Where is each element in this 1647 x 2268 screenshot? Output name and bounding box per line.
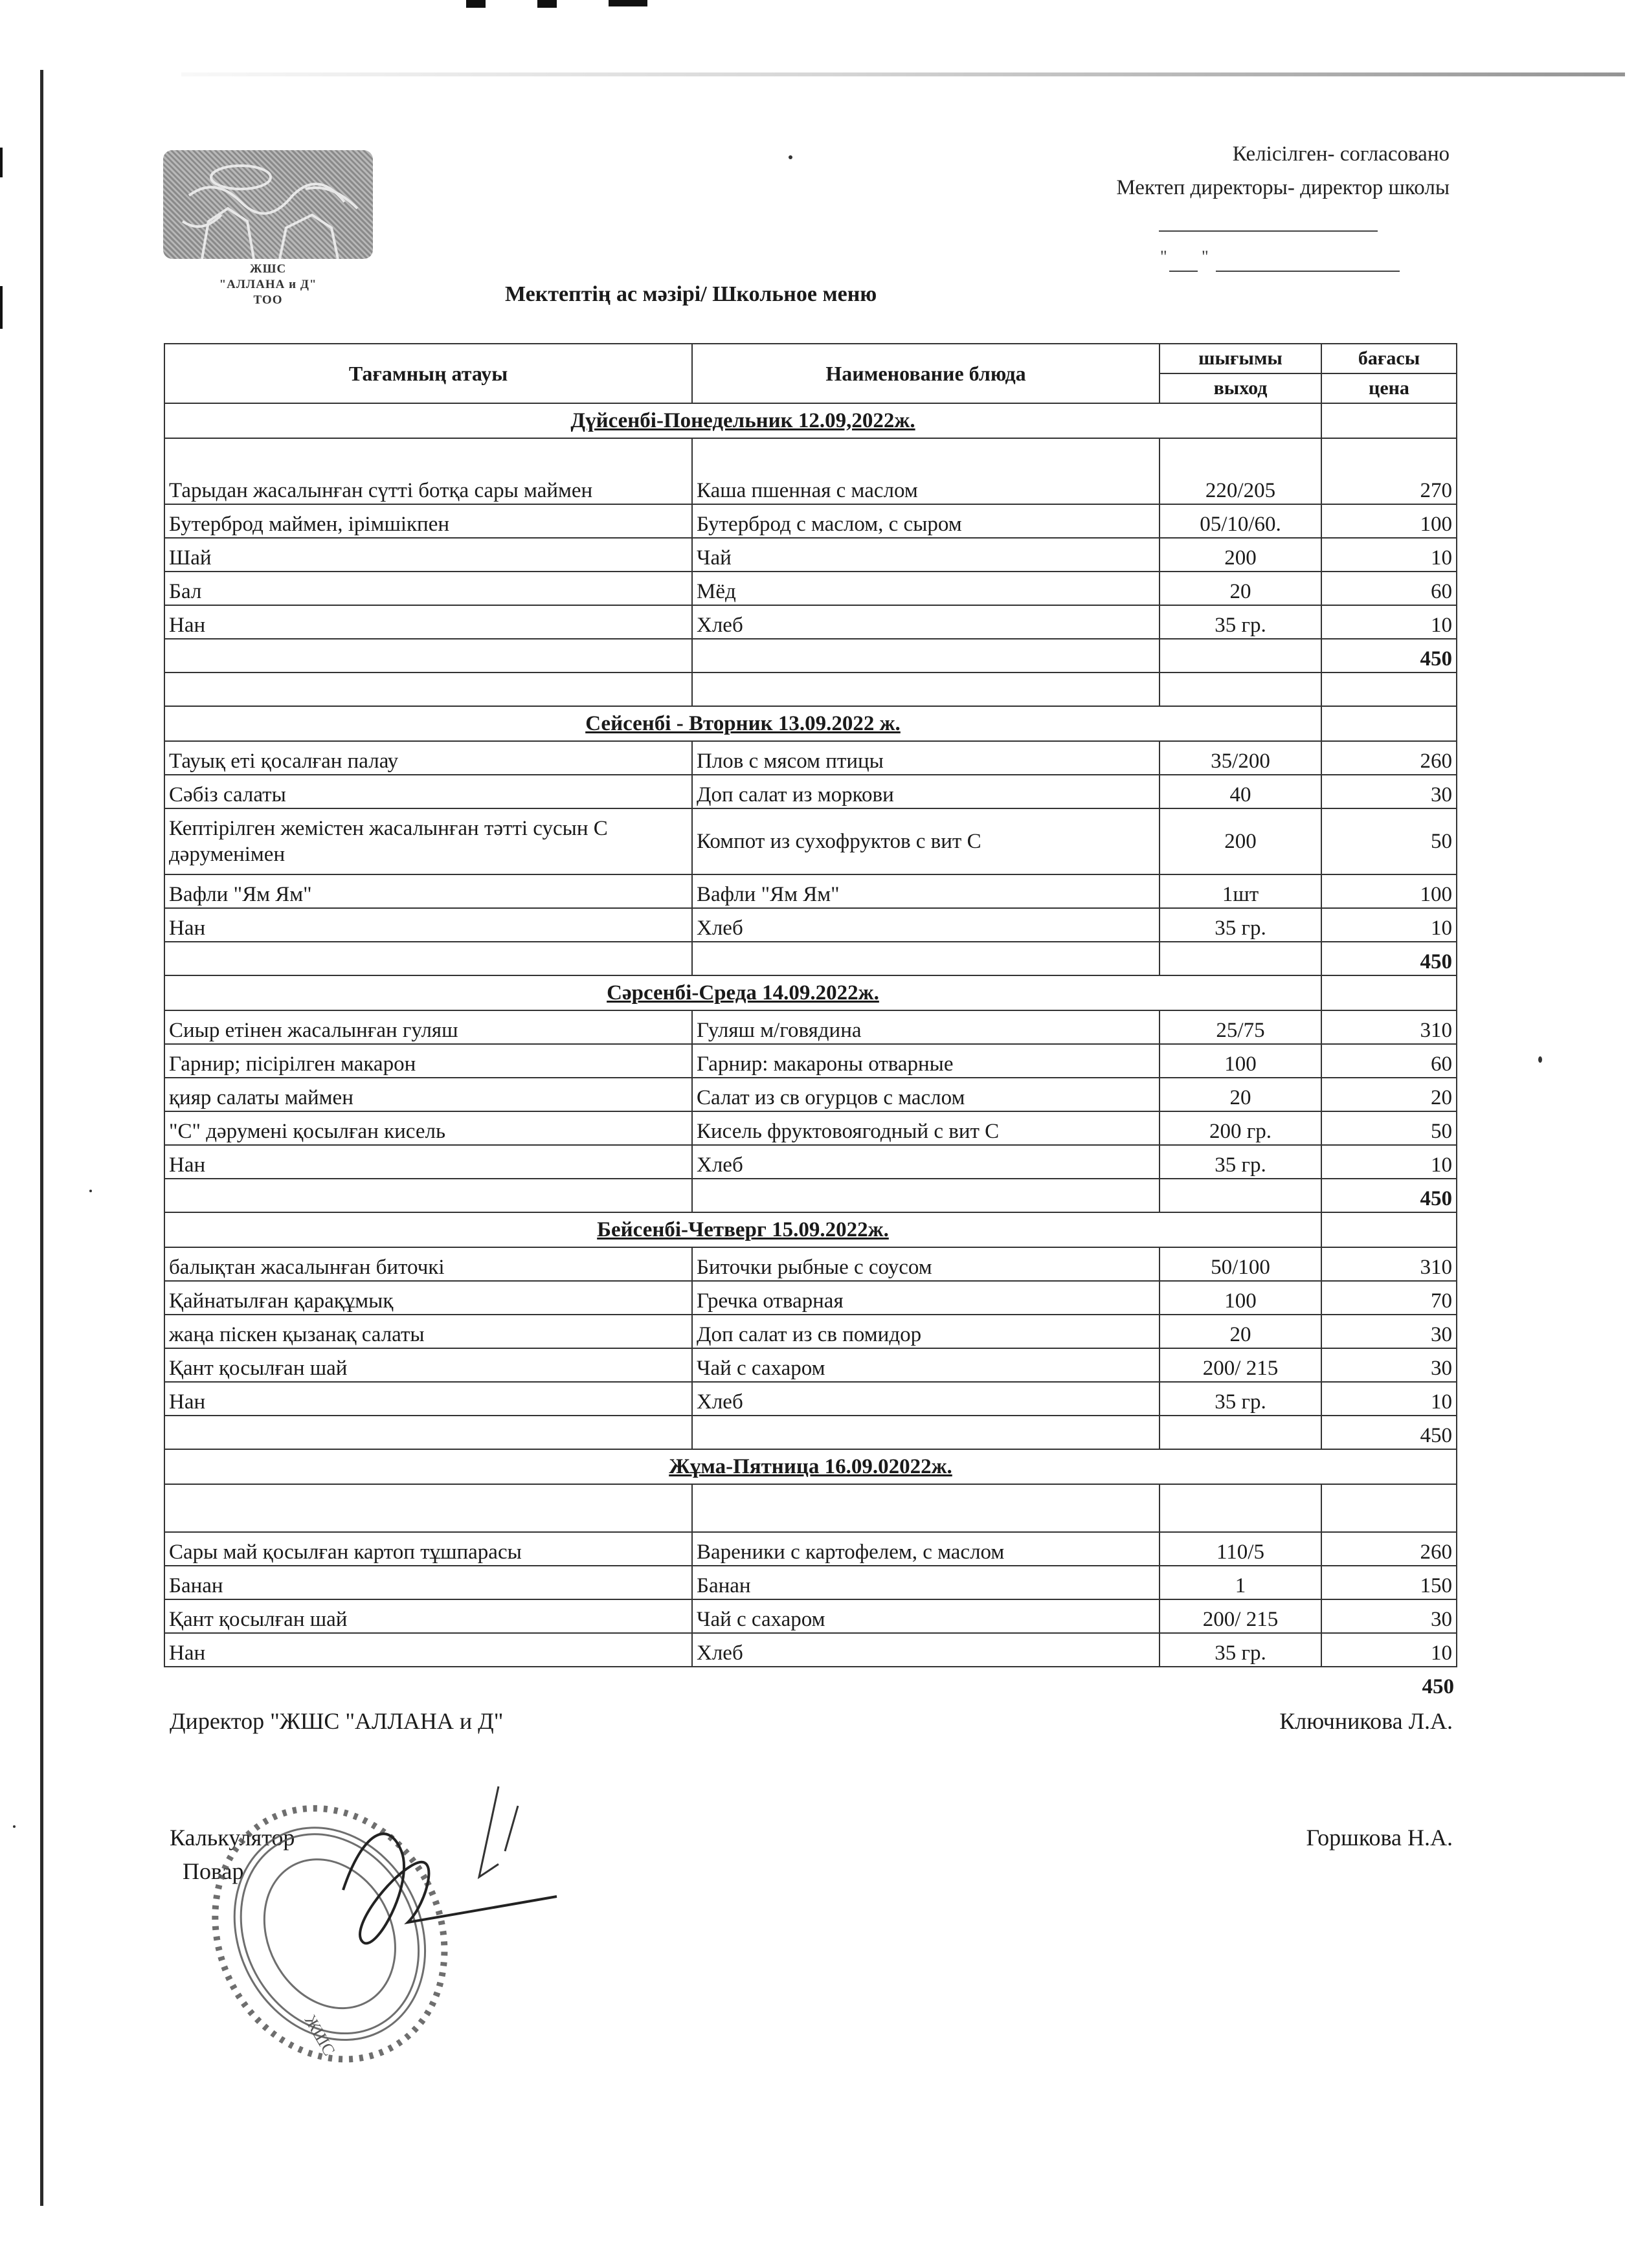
cell-name-ru: Бутерброд с маслом, с сыром [692, 504, 1160, 538]
cell-name-kz: балықтан жасалынған биточкі [164, 1247, 692, 1281]
scan-mark [537, 0, 557, 8]
header-yield-kz: шығымы [1160, 344, 1321, 373]
scan-speck [789, 155, 792, 159]
cell-name-kz: Сиыр етінен жасалынған гуляш [164, 1010, 692, 1044]
header-name-ru: Наименование блюда [692, 344, 1160, 403]
day-label-thursday: Бейсенбі-Четверг 15.09.2022ж. [164, 1212, 1321, 1247]
cell-name-ru: Плов с мясом птицы [692, 741, 1160, 775]
table-row [164, 741, 1457, 775]
day-total: 450 [1321, 1179, 1457, 1212]
cell-name-ru: Каша пшенная с маслом [692, 438, 1160, 504]
table-row [164, 1281, 1457, 1315]
cell-price: 30 [1321, 1599, 1457, 1633]
cell-price: 150 [1321, 1566, 1457, 1599]
cell-name-kz: Бутерброд маймен, ірімшікпен [164, 504, 692, 538]
cell-yield: 1 [1160, 1566, 1321, 1599]
cell-yield: 1шт [1160, 874, 1321, 908]
cell-name-ru: Доп салат из моркови [692, 775, 1160, 808]
scan-mark [0, 286, 3, 329]
cell-name-ru: Вареники с картофелем, с маслом [692, 1532, 1160, 1566]
cell-name-kz: Қант қосылған шай [164, 1348, 692, 1382]
cell-yield: 20 [1160, 572, 1321, 605]
cell-name-kz: Нан [164, 1382, 692, 1416]
director-name: Ключникова Л.А. [1279, 1708, 1453, 1734]
scan-speck [1538, 1056, 1542, 1063]
cell-name-ru: Компот из сухофруктов с вит С [692, 808, 1160, 874]
cell-price: 100 [1321, 874, 1457, 908]
cell-name-kz: Вафли "Ям Ям" [164, 874, 692, 908]
table-row [164, 874, 1457, 908]
header-name-kz: Тағамның атауы [164, 344, 692, 403]
cell-yield: 20 [1160, 1078, 1321, 1111]
cell-name-ru: Биточки рыбные с соусом [692, 1247, 1160, 1281]
blank-row [164, 1484, 1457, 1532]
cell-price: 10 [1321, 1382, 1457, 1416]
cell-name-kz: "С" дәрумені қосылған кисель [164, 1111, 692, 1145]
company-logo [163, 150, 373, 259]
svg-text:ЖШС: ЖШС [300, 2012, 339, 2059]
table-row [164, 1566, 1457, 1599]
cell-price: 60 [1321, 572, 1457, 605]
table-row [164, 538, 1457, 572]
cell-yield: 35 гр. [1160, 1633, 1321, 1667]
cell-name-kz: Сары май қосылған картоп тұшпарасы [164, 1532, 692, 1566]
cell-price: 10 [1321, 538, 1457, 572]
cell-name-kz: Тарыдан жасалынған сүтті ботқа сары маймен [164, 438, 692, 504]
approval-line-1: Келісілген- согласовано [1232, 142, 1450, 166]
cell-name-ru: Банан [692, 1566, 1160, 1599]
cell-yield: 35/200 [1160, 741, 1321, 775]
cell-name-kz: Банан [164, 1566, 692, 1599]
cell-yield: 35 гр. [1160, 908, 1321, 942]
cell-yield: 20 [1160, 1315, 1321, 1348]
cell-name-kz: Гарнир; пісірілген макарон [164, 1044, 692, 1078]
cell-price: 30 [1321, 1348, 1457, 1382]
total-row [164, 942, 1457, 975]
table-row [164, 1111, 1457, 1145]
calculator-name: Горшкова Н.А. [1306, 1825, 1453, 1851]
day-total: 450 [1321, 1416, 1457, 1449]
friday-total: 450 [1422, 1675, 1454, 1698]
cell-name-kz: Нан [164, 605, 692, 639]
cell-price: 30 [1321, 775, 1457, 808]
cell-name-kz: Нан [164, 908, 692, 942]
cell-price: 10 [1321, 1145, 1457, 1179]
header-price-ru: цена [1321, 373, 1457, 403]
cell-name-ru: Чай с сахаром [692, 1348, 1160, 1382]
day-label-tuesday: Сейсенбі - Вторник 13.09.2022 ж. [164, 706, 1321, 741]
page-title: Мектептің ас мәзірі/ Школьное меню [505, 282, 877, 306]
day-heading-row [164, 403, 1457, 438]
cell-name-kz: қияр салаты маймен [164, 1078, 692, 1111]
cell-yield: 35 гр. [1160, 1382, 1321, 1416]
total-row [164, 1416, 1457, 1449]
cell-yield: 35 гр. [1160, 1145, 1321, 1179]
table-header-row [164, 344, 1457, 373]
cell-price: 50 [1321, 1111, 1457, 1145]
cell-name-ru: Гарнир: макароны отварные [692, 1044, 1160, 1078]
cell-yield: 220/205 [1160, 438, 1321, 504]
header-price-kz: бағасы [1321, 344, 1457, 373]
scan-mark [0, 148, 3, 177]
table-row [164, 605, 1457, 639]
day-total: 450 [1321, 942, 1457, 975]
cell-yield: 200 [1160, 538, 1321, 572]
cell-name-ru: Кисель фруктовоягодный с вит С [692, 1111, 1160, 1145]
director-label: Директор "ЖШС "АЛЛАНА и Д" [170, 1708, 504, 1734]
cell-yield: 50/100 [1160, 1247, 1321, 1281]
date-day-line [1169, 271, 1198, 272]
table-row [164, 1247, 1457, 1281]
scan-speck [89, 1190, 92, 1192]
scan-mark [466, 0, 486, 8]
logo-caption-line-1: ЖШС [249, 262, 287, 276]
day-heading-row [164, 706, 1457, 741]
day-total: 450 [1321, 639, 1457, 673]
cell-name-kz: Нан [164, 1145, 692, 1179]
cell-name-kz: Бал [164, 572, 692, 605]
cell-price: 60 [1321, 1044, 1457, 1078]
date-month-line [1216, 271, 1400, 272]
cell-name-ru: Хлеб [692, 908, 1160, 942]
menu-table [164, 343, 1457, 1667]
table-row [164, 908, 1457, 942]
cell-name-ru: Доп салат из св помидор [692, 1315, 1160, 1348]
day-heading-row [164, 1449, 1457, 1484]
table-row [164, 1010, 1457, 1044]
approval-block [1116, 137, 1450, 205]
table-row [164, 1145, 1457, 1179]
cell-name-kz: Тауық еті қосалған палау [164, 741, 692, 775]
logo-caption-line-3: ТОО [253, 293, 283, 307]
cell-name-ru: Чай [692, 538, 1160, 572]
day-label-monday: Дүйсенбі-Понедельник 12.09,2022ж. [164, 403, 1321, 438]
cell-name-ru: Хлеб [692, 1633, 1160, 1667]
cell-name-ru: Гуляш м/говядина [692, 1010, 1160, 1044]
cell-name-ru: Мёд [692, 572, 1160, 605]
cell-price: 310 [1321, 1247, 1457, 1281]
cell-yield: 100 [1160, 1281, 1321, 1315]
total-row [164, 639, 1457, 673]
table-row [164, 1532, 1457, 1566]
cell-price: 50 [1321, 808, 1457, 874]
approval-line-2: Мектеп директоры- директор школы [1116, 176, 1450, 199]
cell-yield: 200/ 215 [1160, 1599, 1321, 1633]
cell-name-kz: Нан [164, 1633, 692, 1667]
cell-price: 30 [1321, 1315, 1457, 1348]
cell-name-kz: Қант қосылған шай [164, 1599, 692, 1633]
page-left-edge [40, 70, 43, 2206]
cell-price: 260 [1321, 1532, 1457, 1566]
scan-mark [609, 0, 647, 6]
blank-row [164, 673, 1457, 706]
cell-yield: 200/ 215 [1160, 1348, 1321, 1382]
cell-name-ru: Гречка отварная [692, 1281, 1160, 1315]
day-heading-row [164, 975, 1457, 1010]
table-row [164, 1315, 1457, 1348]
cell-price: 10 [1321, 605, 1457, 639]
cell-yield: 35 гр. [1160, 605, 1321, 639]
table-row [164, 1348, 1457, 1382]
cell-name-ru: Вафли "Ям Ям" [692, 874, 1160, 908]
day-label-friday: Жұма-Пятница 16.09.02022ж. [164, 1449, 1457, 1484]
cell-name-kz: Шай [164, 538, 692, 572]
day-label-wednesday: Сәрсенбі-Среда 14.09.2022ж. [164, 975, 1321, 1010]
cell-name-kz: Сәбіз салаты [164, 775, 692, 808]
logo-caption [163, 261, 373, 308]
cell-price: 70 [1321, 1281, 1457, 1315]
table-row [164, 1382, 1457, 1416]
table-row [164, 1633, 1457, 1667]
signature-line [1159, 230, 1378, 232]
cell-price: 310 [1321, 1010, 1457, 1044]
cell-name-ru: Хлеб [692, 1145, 1160, 1179]
cell-name-kz: Кептірілген жемістен жасалынған тәтті сусын С дәруменімен [164, 808, 692, 874]
cell-name-ru: Чай с сахаром [692, 1599, 1160, 1633]
cell-name-kz: Қайнатылған қарақұмық [164, 1281, 692, 1315]
cell-price: 260 [1321, 741, 1457, 775]
cell-yield: 100 [1160, 1044, 1321, 1078]
day-heading-row [164, 1212, 1457, 1247]
cell-yield: 40 [1160, 775, 1321, 808]
table-row [164, 438, 1457, 504]
cell-price: 10 [1321, 908, 1457, 942]
cell-price: 10 [1321, 1633, 1457, 1667]
cook-label: Повар [183, 1858, 244, 1884]
table-row [164, 1078, 1457, 1111]
date-quote-close: " [1202, 247, 1209, 266]
cell-price: 20 [1321, 1078, 1457, 1111]
cell-yield: 110/5 [1160, 1532, 1321, 1566]
calculator-label: Калькулятор [170, 1825, 295, 1851]
table-row [164, 1599, 1457, 1633]
table-row [164, 572, 1457, 605]
logo-caption-line-2: "АЛЛАНА и Д" [219, 278, 317, 291]
table-row [164, 1044, 1457, 1078]
table-row [164, 775, 1457, 808]
total-row [164, 1179, 1457, 1212]
scan-speck [13, 1825, 16, 1828]
date-quote-open: " [1160, 247, 1167, 266]
company-stamp-icon [194, 1748, 583, 2097]
header-yield-ru: выход [1160, 373, 1321, 403]
cell-price: 100 [1321, 504, 1457, 538]
cell-name-ru: Хлеб [692, 605, 1160, 639]
cell-name-kz: жаңа піскен қызанақ салаты [164, 1315, 692, 1348]
cell-price: 270 [1321, 438, 1457, 504]
table-row [164, 808, 1457, 874]
cell-yield: 200 [1160, 808, 1321, 874]
cell-name-ru: Хлеб [692, 1382, 1160, 1416]
table-row [164, 504, 1457, 538]
cell-name-ru: Салат из св огурцов с маслом [692, 1078, 1160, 1111]
cell-yield: 05/10/60. [1160, 504, 1321, 538]
logo-figures-icon [163, 150, 373, 259]
cell-yield: 25/75 [1160, 1010, 1321, 1044]
cell-yield: 200 гр. [1160, 1111, 1321, 1145]
page-top-edge [181, 72, 1625, 76]
